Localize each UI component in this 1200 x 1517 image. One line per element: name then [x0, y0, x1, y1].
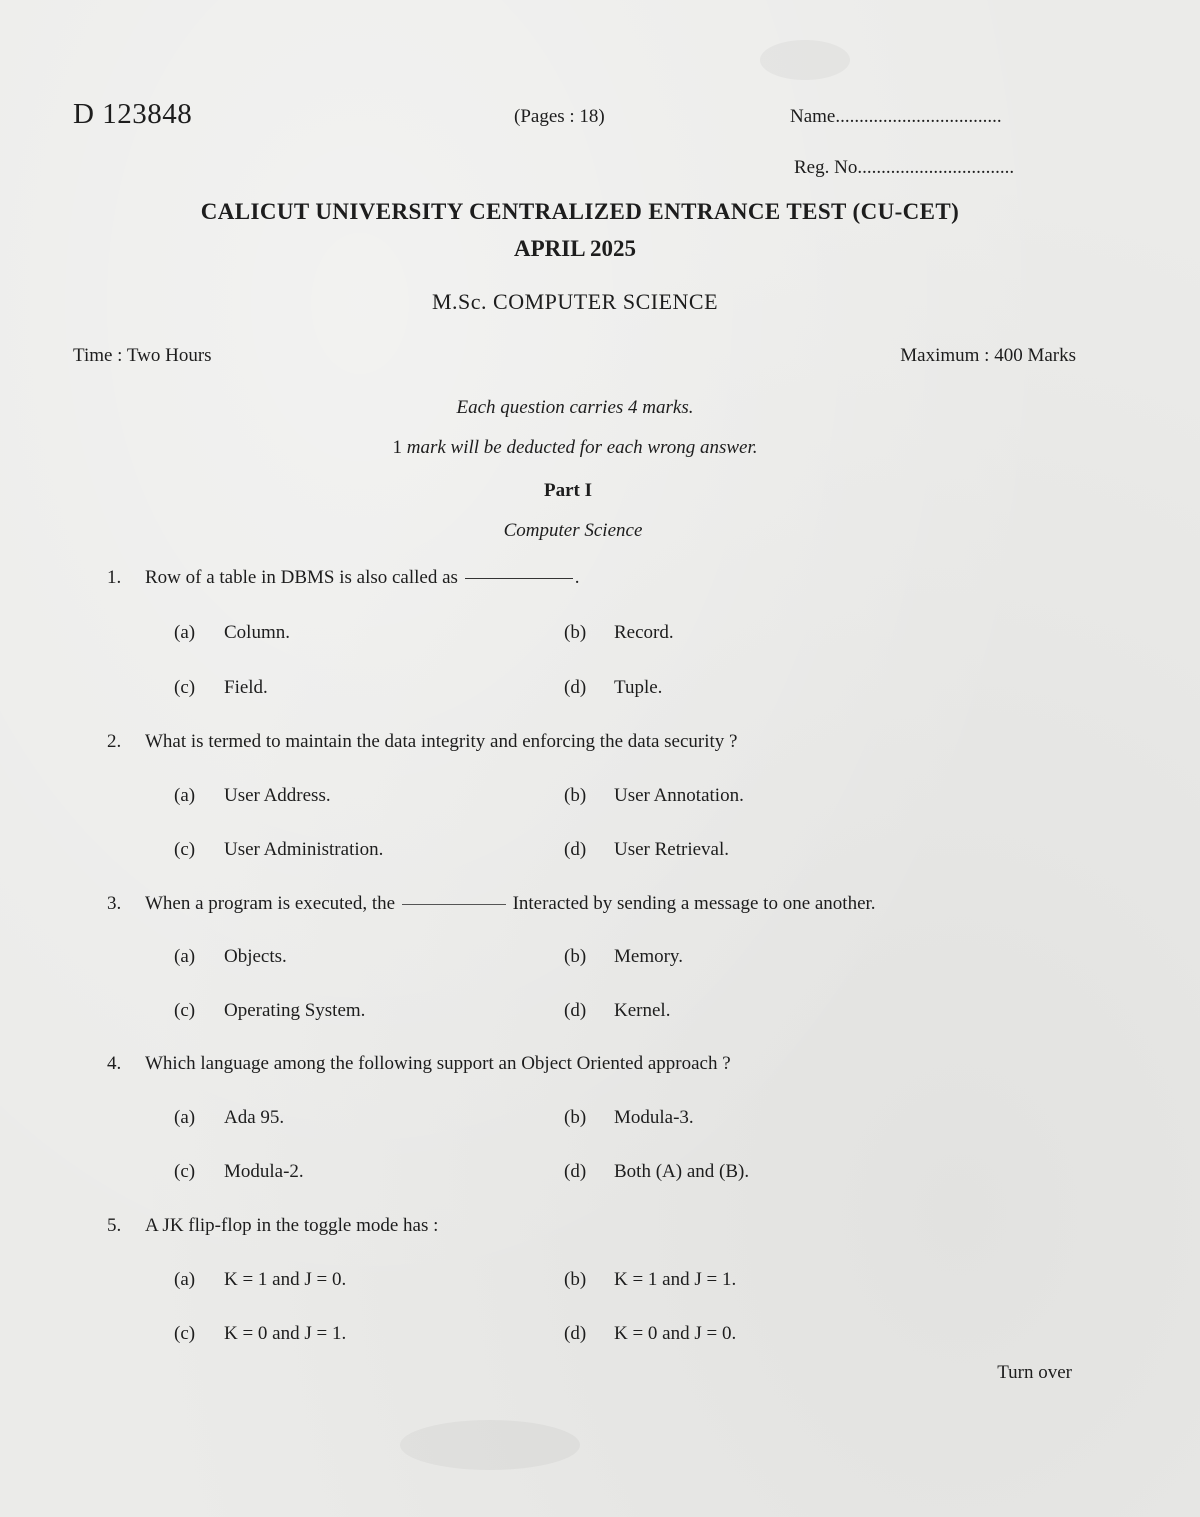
option-text: Tuple. [614, 677, 663, 698]
option-label: (b) [564, 622, 587, 643]
instruction-marks: Each question carries 4 marks. [456, 397, 694, 418]
option-4c [174, 1161, 304, 1183]
option-2b [564, 785, 744, 807]
exam-title: CALICUT UNIVERSITY CENTRALIZED ENTRANCE TEST (CU-CET) [200, 199, 960, 224]
option-3a [174, 946, 287, 968]
option-text: User Annotation. [614, 785, 744, 806]
answer-blank [402, 904, 506, 905]
option-label: (d) [564, 1161, 587, 1182]
name-field [790, 106, 1002, 128]
question-text: Row of a table in DBMS is also called as [145, 567, 458, 588]
option-4b [564, 1107, 694, 1129]
question-text: When a program is executed, the [145, 893, 396, 914]
option-label: (c) [174, 839, 196, 860]
question-5 [107, 1215, 438, 1237]
option-4a [174, 1107, 284, 1129]
question-text-end: Interacted by sending a message to one another. [512, 893, 876, 914]
question-number: 4. [107, 1053, 122, 1074]
exam-session: APRIL 2025 [513, 236, 637, 261]
question-text: What is termed to maintain the data integrity and enforcing the data security ? [145, 731, 738, 752]
option-label: (c) [174, 1323, 196, 1344]
option-label: (b) [564, 1269, 587, 1290]
option-2c [174, 839, 383, 861]
question-number: 2. [107, 731, 122, 752]
page-count: (Pages : 18) [514, 106, 605, 127]
option-label: (b) [564, 785, 587, 806]
option-text: Memory. [614, 946, 683, 967]
scan-smudge [760, 40, 850, 80]
option-label: (b) [564, 946, 587, 967]
option-text: User Administration. [224, 839, 384, 860]
scan-smudge [400, 1420, 580, 1470]
option-3c [174, 1000, 365, 1022]
option-label: (c) [174, 1000, 196, 1021]
option-text: Both (A) and (B). [614, 1161, 750, 1182]
option-text: K = 0 and J = 1. [224, 1323, 347, 1344]
option-3b [564, 946, 683, 968]
option-label: (d) [564, 1323, 587, 1344]
turn-over-note: Turn over [997, 1362, 1072, 1383]
reg-label: Reg. No [794, 157, 858, 178]
instruction-negative-num: 1 [392, 437, 402, 458]
answer-blank [465, 578, 573, 579]
name-label: Name [790, 106, 836, 127]
option-label: (c) [174, 1161, 196, 1182]
question-text: A JK flip-flop in the toggle mode has : [145, 1215, 439, 1236]
option-label: (a) [174, 1269, 196, 1290]
question-text-end: . [574, 567, 580, 588]
option-label: (d) [564, 839, 587, 860]
option-text: Record. [614, 622, 674, 643]
option-text: Modula-3. [614, 1107, 694, 1128]
option-text: Ada 95. [224, 1107, 285, 1128]
exam-subject: M.Sc. COMPUTER SCIENCE [431, 289, 719, 314]
option-text: Kernel. [614, 1000, 671, 1021]
option-label: (a) [174, 946, 196, 967]
option-label: (c) [174, 677, 196, 698]
option-4d [564, 1161, 749, 1183]
question-1 [107, 567, 579, 589]
question-4 [107, 1053, 731, 1075]
option-label: (b) [564, 1107, 587, 1128]
option-text: User Retrieval. [614, 839, 730, 860]
instruction-negative-text: mark will be deducted for each wrong answer. [406, 437, 758, 458]
option-1d [564, 677, 662, 699]
question-2 [107, 731, 737, 753]
time-allowed: Time : Two Hours [73, 345, 212, 366]
option-1c [174, 677, 268, 699]
option-2d [564, 839, 729, 861]
question-number: 5. [107, 1215, 122, 1236]
option-5b [564, 1269, 736, 1291]
option-5c [174, 1323, 346, 1345]
section-title: Computer Science [503, 520, 643, 541]
option-text: User Address. [224, 785, 331, 806]
option-text: K = 1 and J = 0. [224, 1269, 347, 1290]
option-3d [564, 1000, 670, 1022]
option-text: Objects. [224, 946, 287, 967]
option-1a [174, 622, 290, 644]
option-label: (d) [564, 677, 587, 698]
option-text: Column. [224, 622, 290, 643]
option-5d [564, 1323, 736, 1345]
instruction-negative [0, 437, 1150, 459]
paper-code: D 123848 [73, 98, 193, 130]
option-text: Modula-2. [224, 1161, 304, 1182]
option-label: (a) [174, 622, 196, 643]
part-title: Part I [543, 480, 592, 501]
reg-no-field [794, 157, 1014, 179]
option-text: Operating System. [224, 1000, 366, 1021]
option-5a [174, 1269, 346, 1291]
option-label: (a) [174, 785, 196, 806]
maximum-marks: Maximum : 400 Marks [900, 345, 1076, 366]
option-text: Field. [224, 677, 268, 698]
reg-dots: ................................. [857, 157, 1015, 178]
option-label: (a) [174, 1107, 196, 1128]
option-label: (d) [564, 1000, 587, 1021]
option-text: K = 1 and J = 1. [614, 1269, 737, 1290]
question-text: Which language among the following support an Object Oriented approach ? [145, 1053, 731, 1074]
option-2a [174, 785, 331, 807]
question-3 [107, 893, 876, 915]
question-number: 1. [107, 567, 122, 588]
option-1b [564, 622, 674, 644]
name-dots: ................................... [835, 106, 1002, 127]
option-text: K = 0 and J = 0. [614, 1323, 737, 1344]
question-number: 3. [107, 893, 122, 914]
